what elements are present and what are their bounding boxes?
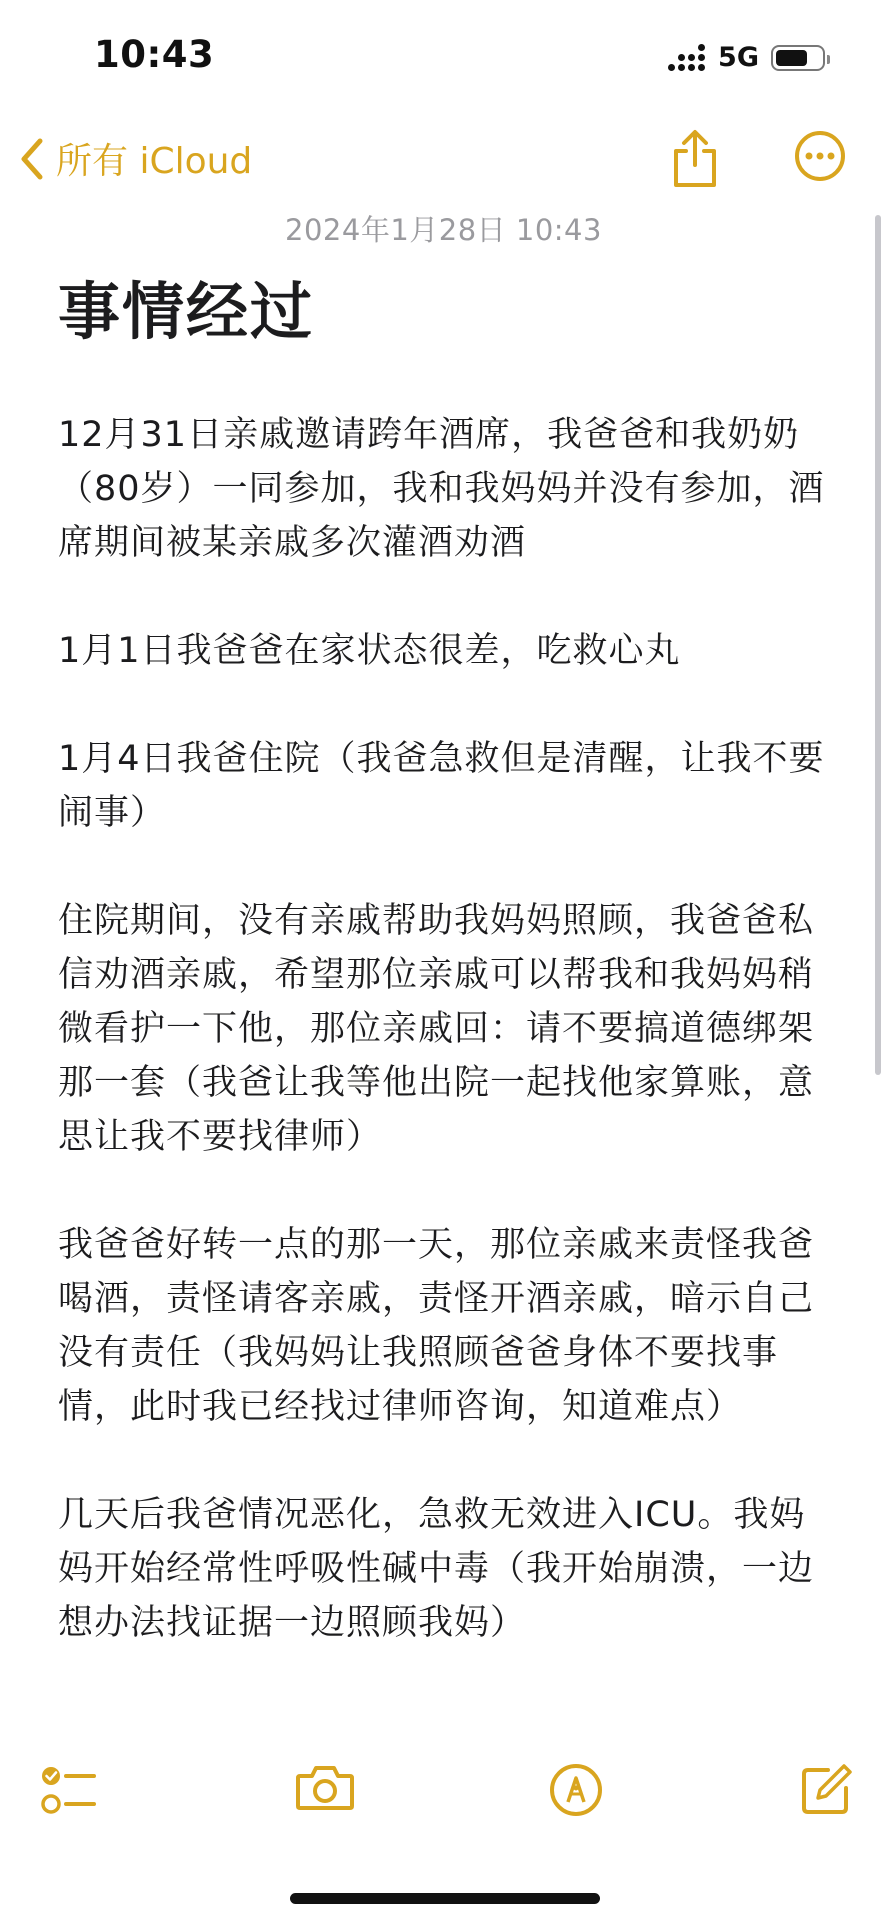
note-body[interactable] xyxy=(58,408,828,1704)
camera-icon[interactable] xyxy=(294,1762,356,1814)
bottom-toolbar xyxy=(0,1750,887,1840)
scroll-indicator[interactable] xyxy=(875,215,881,1075)
chevron-left-icon xyxy=(18,137,46,181)
status-indicators xyxy=(668,42,825,73)
markup-pen-icon[interactable] xyxy=(548,1762,604,1818)
home-indicator[interactable] xyxy=(290,1893,600,1904)
nav-bar xyxy=(0,125,887,195)
compose-icon[interactable] xyxy=(798,1762,854,1818)
note-date: 2024年1月28日 10:43 xyxy=(285,213,602,247)
battery-icon xyxy=(771,45,825,71)
note-paragraph: 我爸爸好转一点的那一天，那位亲戚来责怪我爸喝酒，责怪请客亲戚，责怪开酒亲戚，暗示自己没有责任（我妈妈让我照顾爸爸身体不要找事情，此时我已经找过律师咨询，知道难点） xyxy=(58,1225,815,1427)
note-paragraph: 1月1日我爸爸在家状态很差，吃救心丸 xyxy=(58,631,681,671)
network-type-label: 5G xyxy=(718,42,759,73)
note-paragraph: 住院期间，没有亲戚帮助我妈妈照顾，我爸爸私信劝酒亲戚，希望那位亲戚可以帮我和我妈妈稍微看护一下他，那位亲戚回：请不要搞道德绑架那一套（我爸让我等他出院一起找他家算账，意思让我不要找律师） xyxy=(58,901,815,1157)
share-icon[interactable] xyxy=(670,129,720,189)
note-title[interactable]: 事情经过 xyxy=(58,275,315,348)
back-button[interactable] xyxy=(18,133,252,184)
checklist-icon[interactable] xyxy=(38,1762,98,1818)
back-label: 所有 iCloud xyxy=(56,141,253,182)
signal-strength-icon xyxy=(668,44,706,72)
more-options-icon[interactable] xyxy=(793,129,847,183)
note-paragraph: 1月4日我爸住院（我爸急救但是清醒，让我不要闹事） xyxy=(58,739,825,833)
status-time: 10:43 xyxy=(94,33,215,76)
note-paragraph: 12月31日亲戚邀请跨年酒席，我爸爸和我奶奶（80岁）一同参加，我和我妈妈并没有参加，酒席期间被某亲戚多次灌酒劝酒 xyxy=(58,415,825,563)
status-bar xyxy=(0,0,887,110)
note-paragraph: 几天后我爸情况恶化，急救无效进入ICU。我妈妈开始经常性呼吸性碱中毒（我开始崩溃，一边想办法找证据一边照顾我妈） xyxy=(58,1495,815,1643)
